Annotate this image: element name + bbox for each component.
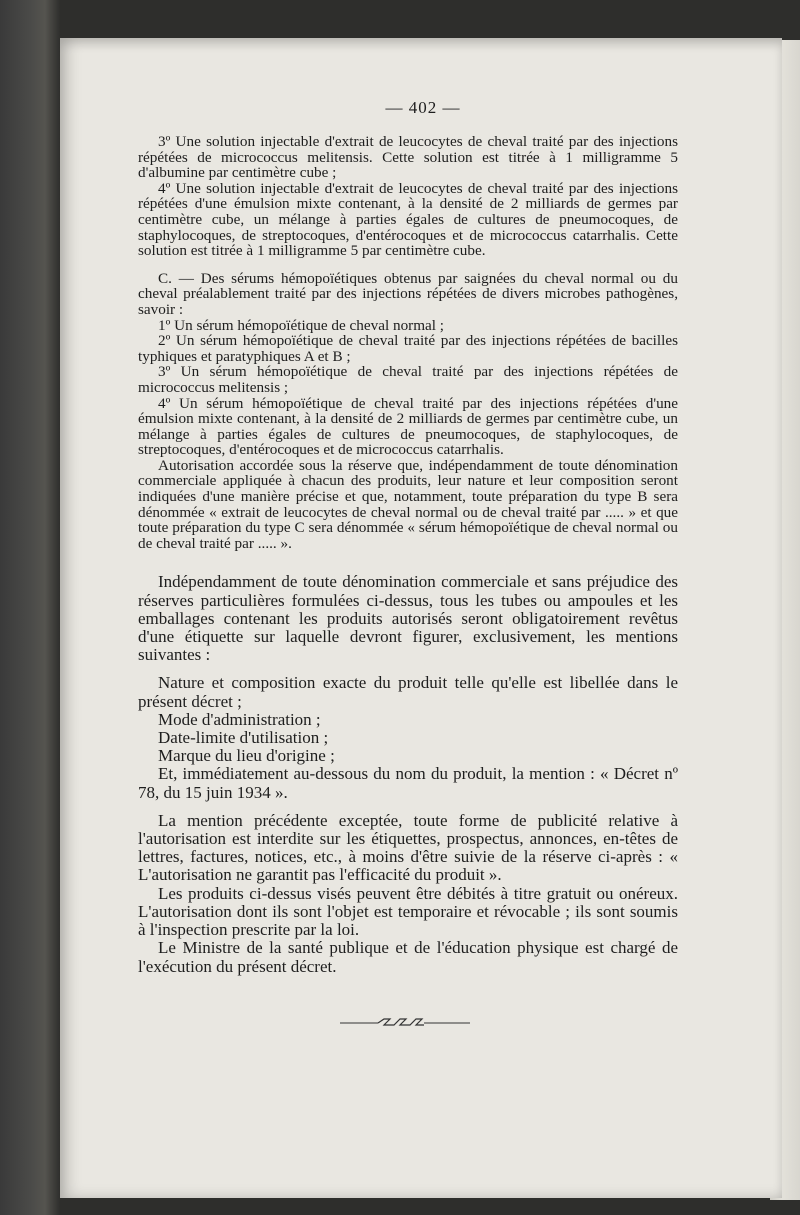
paragraph: Nature et composition exacte du produit telle qu'elle est libellée dans le présent décret ; xyxy=(138,673,678,711)
large-print-section xyxy=(138,573,678,975)
paragraph: La mention précédente exceptée, toute forme de publicité relative à l'autorisation est interdite sur les étiquettes, prospectus, annonces, en-têtes de lettres, factures, notices, etc., à moins d'être suivie de la réserve ci-après : « L'autorisation ne garantit pas l'efficacité du produit ». xyxy=(138,810,678,885)
list-line: Marque du lieu d'origine ; xyxy=(158,746,335,766)
list-line: Mode d'administration ; xyxy=(158,709,321,729)
paragraph: 1º Un sérum hémopoïétique de cheval normal ; xyxy=(158,316,445,334)
small-print-section xyxy=(138,134,678,551)
paragraph: 4º Une solution injectable d'extrait de leucocytes de cheval traité par des injections répétées d'une émulsion mixte contenant, à la densité de 2 milliards de germes par centimètre cube, un mélange à parties égales de cultures de pneumocoques, de staphylocoques, de streptocoques, d'entérocoques et de micrococcus catarrhalis. Cette solution est titrée à 1 milligramme 5 par centimètre cube. xyxy=(138,179,678,260)
end-ornament xyxy=(340,1016,470,1028)
paragraph: Autorisation accordée sous la réserve que, indépendamment de toute dénomination commerciale appliquée à chacun des produits, leur nature et leur composition seront indiquées d'une manière précise et que, notamment, toute préparation du type B sera dénommée « extrait de leucocytes de cheval normal ou de cheval traité par ..... » et que toute préparation du type C sera dénommée « sérum hémopoïétique de cheval normal ou de cheval traité par ..... ». xyxy=(138,456,678,552)
page-content xyxy=(138,98,678,976)
list-line: Date-limite d'utilisation ; xyxy=(158,728,329,748)
page-number: — 402 — xyxy=(385,98,461,117)
paragraph: 2º Un sérum hémopoïétique de cheval traité par des injections répétées de bacilles typhiques et paratyphiques A et B ; xyxy=(138,332,678,365)
paragraph: Indépendamment de toute dénomination commerciale et sans préjudice des réserves particulières formulées ci-dessus, tous les tubes ou ampoules et les emballages contenant les produits autorisés seront obligatoirement revêtus d'une étiquette sur laquelle devront figurer, exclusivement, les mentions suivantes : xyxy=(138,572,678,665)
paragraph: 4º Un sérum hémopoïétique de cheval traité par des injections répétées d'une émulsion mixte contenant, à la densité de 2 milliards de germes par centimètre cube, un mélange à parties égales de cultures de pneumocoques, de staphylocoques, de streptocoques, d'entérocoques et de micrococcus catarrhalis. xyxy=(138,394,678,459)
paragraph: Les produits ci-dessus visés peuvent être débités à titre gratuit ou onéreux. L'autorisation dont ils sont l'objet est temporaire et révocable ; ils sont soumis à l'inspection prescrite par la loi. xyxy=(138,883,678,940)
paragraph: Et, immédiatement au-dessous du nom du produit, la mention : « Décret nº 78, du 15 juin 1934 ». xyxy=(138,764,678,802)
paragraph: C. — Des sérums hémopoïétiques obtenus par saignées du cheval normal ou du cheval préalablement traité par des injections répétées de divers microbes pathogènes, savoir : xyxy=(138,269,678,318)
paragraph: 3º Une solution injectable d'extrait de leucocytes de cheval traité par des injections répétées de micrococcus melitensis. Cette solution est titrée à 1 milligramme 5 d'albumine par centimètre cube ; xyxy=(138,133,678,182)
paragraph: 3º Un sérum hémopoïétique de cheval traité par des injections répétées de micrococcus melitensis ; xyxy=(138,363,678,396)
paragraph: Le Ministre de la santé publique et de l'éducation physique est chargé de l'exécution du présent décret. xyxy=(138,938,678,976)
